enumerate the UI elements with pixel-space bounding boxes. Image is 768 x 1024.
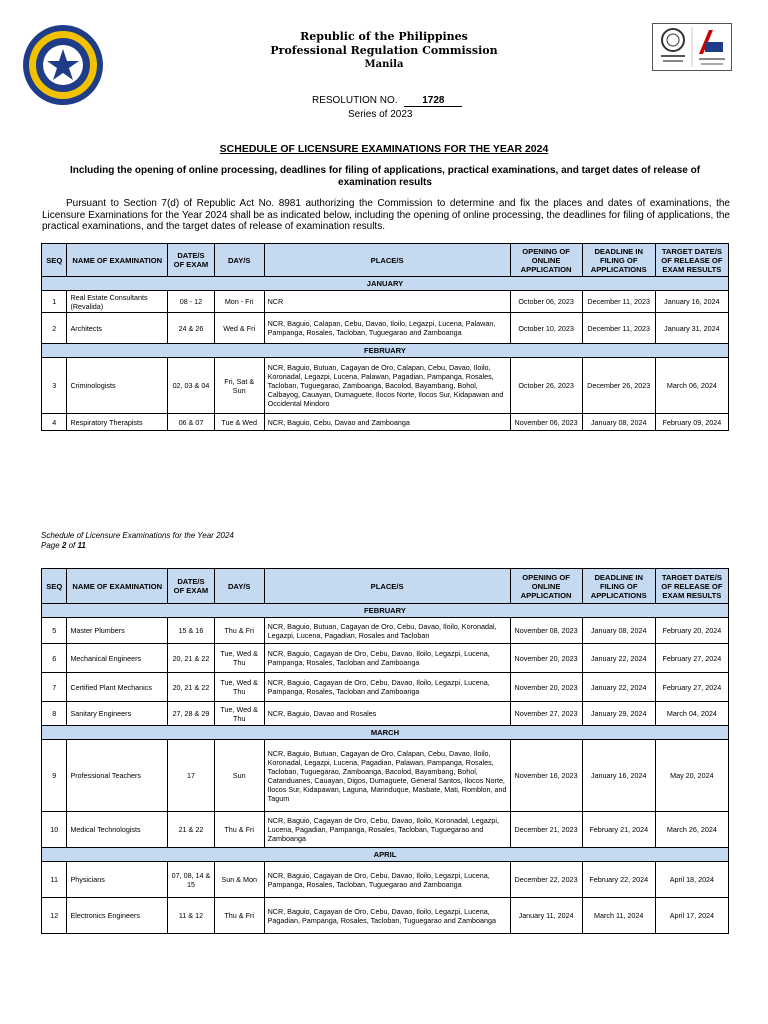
col-release: TARGET DATE/S OF RELEASE OF EXAM RESULTS [655,569,728,604]
table-row: 9 Professional Teachers 17 Sun NCR, Baguio, Butuan, Cagayan de Oro, Calapan, Cebu, Davao, Iloilo, Koronadal, Legazpi, Lucena, Pagadian, Palawan, Pampanga, Rosales, Tacloban, Tuguegarao, Zamboanga, Bacolod, Bayambang, Bohol, Catanduanes, Cauayan, Digos, Dumaguete, General Santos, Ilocos Norte, Ilocos Sur, Kidapawan, Laguna, Marinduque, Masbate, Mati, Romblon, and Tagum November 16, 2023 January 16, 2024 May 20, 2024 [42,740,729,812]
table-row: 7 Certified Plant Mechanics 20, 21 & 22 Tue, Wed & Thu NCR, Baguio, Cagayan de Oro, Cebu, Davao, Iloilo, Legazpi, Lucena, Pampanga, Rosales, Tacloban and Zamboanga November 20, 2023 January 22, 2024 February 27, 2024 [42,673,729,702]
col-deadline: DEADLINE IN FILING OF APPLICATIONS [582,244,655,277]
table-row: 5 Master Plumbers 15 & 16 Thu & Fri NCR, Baguio, Butuan, Cagayan de Oro, Cebu, Davao, Iloilo, Koronadal, Legazpi, Lucena, Pagadian, Rosales and Tacloban November 08, 2023 January 08, 2024 February 20, 2024 [42,618,729,644]
col-deadline: DEADLINE IN FILING OF APPLICATIONS [582,569,655,604]
col-places: PLACE/S [264,569,510,604]
page-footer [41,531,234,551]
schedule-table-page2 [41,568,729,934]
table-row: 2 Architects 24 & 26 Wed & Fri NCR, Baguio, Calapan, Cebu, Davao, Iloilo, Legazpi, Lucena, Palawan, Pampanga, Rosales, Tacloban, Tuguegarao and Zamboanga October 10, 2023 December 11, 2023 January 31, 2024 [42,313,729,344]
col-release: TARGET DATE/S OF RELEASE OF EXAM RESULTS [655,244,728,277]
month-row-february: FEBRUARY [42,604,729,618]
table-row: 11 Physicians 07, 08, 14 & 15 Sun & Mon NCR, Baguio, Cagayan de Oro, Cebu, Davao, Iloilo, Legazpi, Lucena, Pampanga, Rosales, Tacloban, Tuguegarao and Zamboanga December 22, 2023 February 22, 2024 April 18, 2024 [42,862,729,898]
col-opening: OPENING OF ONLINE APPLICATION [510,569,582,604]
resolution-number: 1728 [404,95,462,107]
col-seq: SEQ [42,569,67,604]
col-date: DATE/S OF EXAM [168,244,215,277]
month-row-march: MARCH [42,726,729,740]
header-commission: Professional Regulation Commission [270,44,498,57]
document-subtitle: Including the opening of online processing, deadlines for filing of applications, practical examinations, and target dates of release of examination results [69,165,701,188]
table-row: 1 Real Estate Consultants (Revalida) 08 - 12 Mon - Fri NCR October 06, 2023 December 11, 2023 January 16, 2024 [42,291,729,313]
table-row: 3 Criminologists 02, 03 & 04 Fri, Sat & Sun NCR, Baguio, Butuan, Cagayan de Oro, Calapan, Cebu, Davao, Iloilo, Koronadal, Legazpi, Lucena, Palawan, Pagadian, Pampanga, Rosales, Tacloban, Tuguegarao, Zamboanga, Bacolod, Bayambang, Bohol, Calbayog, Cauayan, Dumaguete, Ilocos Norte, Ilocos Sur, Kidapawan and Occidental Mindoro October 26, 2023 December 26, 2023 March 06, 2024 [42,358,729,414]
col-seq: SEQ [42,244,67,277]
resolution-series: Series of 2023 [348,109,413,120]
month-row-january: JANUARY [42,277,729,291]
table-row: 4 Respiratory Therapists 06 & 07 Tue & Wed NCR, Baguio, Cebu, Davao and Zamboanga November 06, 2023 January 08, 2024 February 09, 2024 [42,414,729,431]
col-date: DATE/S OF EXAM [168,569,215,604]
intro-paragraph: Pursuant to Section 7(d) of Republic Act No. 8981 authorizing the Commission to determine and fix the places and dates of examinations, the Licensure Examinations for the Year 2024 shall be as indicated below, including the opening of online processing, the deadlines for filing of applications, the practical examinations, and the target dates of release of examination results. [42,198,730,232]
col-opening: OPENING OF ONLINE APPLICATION [510,244,582,277]
col-places: PLACE/S [264,244,510,277]
col-days: DAY/S [214,569,264,604]
footer-page-number: Page 2 of 11 [41,541,86,550]
header-city: Manila [364,59,404,70]
resolution-label: RESOLUTION NO. [312,95,398,106]
resolution-line [312,95,462,107]
table-row: 12 Electronics Engineers 11 & 12 Thu & Fri NCR, Baguio, Cagayan de Oro, Cebu, Davao, Iloilo, Legazpi, Lucena, Pagadian, Pampanga, Rosales, Tacloban, Tuguegarao and Zamboanga January 11, 2024 March 11, 2024 April 17, 2024 [42,898,729,934]
month-row-april: APRIL [42,848,729,862]
document-title: SCHEDULE OF LICENSURE EXAMINATIONS FOR THE YEAR 2024 [219,143,549,155]
header-republic: Republic of the Philippines [300,30,468,43]
table-header-row [42,244,729,277]
schedule-table-page1 [41,243,729,431]
table-row: 10 Medical Technologists 21 & 22 Thu & Fri NCR, Baguio, Cagayan de Oro, Cebu, Davao, Iloilo, Koronadal, Legazpi, Lucena, Pagadian, Pampanga, Rosales, Tacloban, Tuguegarao and Zamboanga December 21, 2023 February 21, 2024 March 26, 2024 [42,812,729,848]
col-name: NAME OF EXAMINATION [67,569,168,604]
table-header-row [42,569,729,604]
month-row-february: FEBRUARY [42,344,729,358]
certification-logo [652,23,732,71]
footer-doc-title: Schedule of Licensure Examinations for the Year 2024 [41,531,234,540]
table-row: 8 Sanitary Engineers 27, 28 & 29 Tue, Wed & Thu NCR, Baguio, Davao and Rosales November 27, 2023 January 29, 2024 March 04, 2024 [42,702,729,726]
col-name: NAME OF EXAMINATION [67,244,168,277]
col-days: DAY/S [214,244,264,277]
table-row: 6 Mechanical Engineers 20, 21 & 22 Tue, Wed & Thu NCR, Baguio, Cagayan de Oro, Cebu, Davao, Iloilo, Legazpi, Lucena, Pampanga, Rosales, Tacloban and Zamboanga November 20, 2023 January 22, 2024 February 27, 2024 [42,644,729,673]
